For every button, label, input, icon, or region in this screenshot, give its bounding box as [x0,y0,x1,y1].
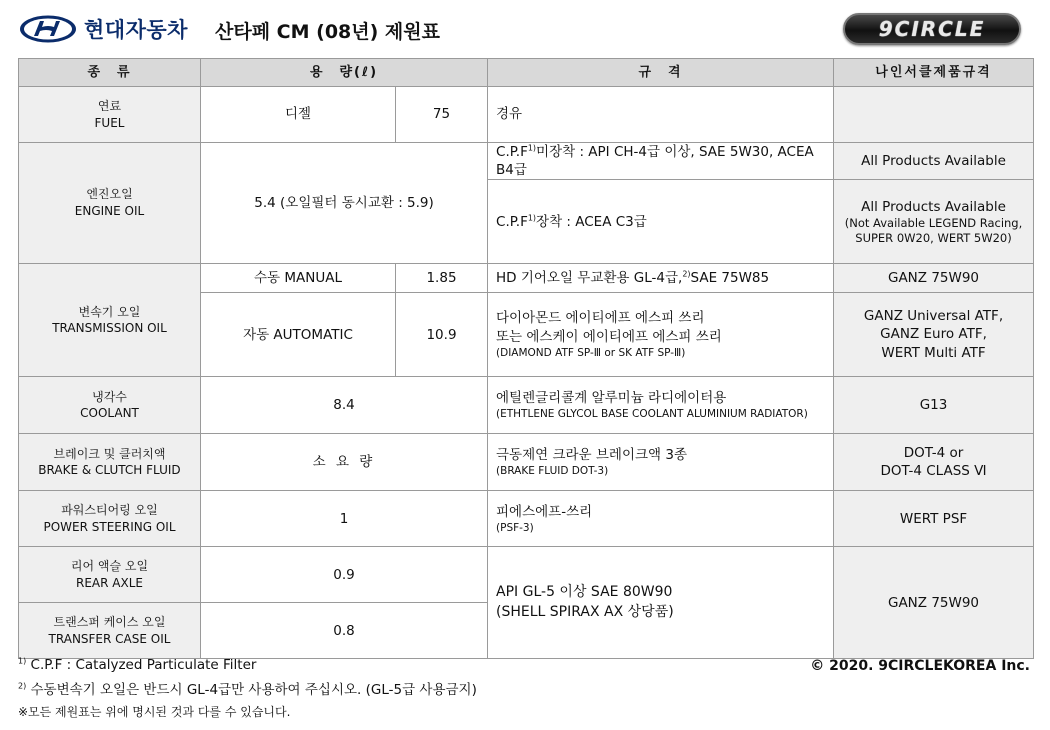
spec-line: 다이아몬드 에이티에프 에스피 쓰리 [496,310,705,327]
kind-en: FUEL [94,115,125,130]
kind-en: COOLANT [80,406,139,421]
product-line: WERT Multi ATF [881,345,986,362]
kind-engine-oil [19,143,201,264]
power-steering-spec [488,491,834,547]
spec-rest: 장착 : ACEA C3급 [536,213,647,230]
footnote-ref: 2) [682,269,691,279]
footnote-2 [18,678,477,698]
spec-prefix: C.P.F [496,213,528,230]
fuel-capacity: 75 [396,87,488,143]
kind-ko: 연료 [97,98,122,113]
brand [18,14,188,44]
table-row [19,264,1034,293]
kind-ko: 트랜스퍼 케이스 오일 [53,615,166,630]
product-line: GANZ Universal ATF, [863,307,1004,324]
spec-line: 피에스에프-쓰리 [496,503,593,520]
brand-name: 현대자동차 [84,18,188,42]
kind-transfer-case [19,603,201,659]
transfer-case-capacity: 0.8 [201,603,488,659]
engine-oil-product-1: All Products Available [834,143,1034,180]
transmission-manual-label: 수동 MANUAL [201,264,396,293]
product-line: GANZ Euro ATF, [880,326,987,343]
spec-rest: 미장착 : API CH-4급 이상, SAE 5W30, ACEA B4급 [496,144,814,179]
header-kind: 종 류 [19,59,201,87]
ninecircle-logo-text: 9CIRCLE [878,17,986,41]
spec-line-en: (BRAKE FLUID DOT-3) [496,465,609,478]
table-row [19,547,1034,603]
spec-prefix: HD 기어오일 무교환용 GL-4급, [496,270,683,287]
power-steering-product: WERT PSF [834,491,1034,547]
table-row [19,491,1034,547]
coolant-spec [488,377,834,434]
footnote-disclaimer: ※모든 제원표는 위에 명시된 것과 다를 수 있습니다. [18,705,291,719]
table-row [19,377,1034,434]
engine-oil-product-2 [834,180,1034,264]
header-spec: 규 격 [488,59,834,87]
brake-product [834,434,1034,491]
copyright: © 2020. 9CIRCLEKOREA Inc. [810,658,1030,674]
engine-oil-capacity: 5.4 (오일필터 동시교환 : 5.9) [201,143,488,264]
spec-line: 에틸렌글리콜계 알루미늄 라디에이터용 [496,390,727,407]
kind-ko: 브레이크 및 클러치액 [53,446,166,461]
transmission-auto-label: 자동 AUTOMATIC [201,293,396,377]
spec-rest: SAE 75W85 [690,270,770,287]
product-note: SUPER 0W20, WERT 5W20) [855,231,1012,246]
transmission-manual-spec [488,264,834,293]
footnote-ref: 1) [527,213,537,223]
kind-en: TRANSFER CASE OIL [48,631,171,646]
fuel-spec: 경유 [488,87,834,143]
kind-en: TRANSMISSION OIL [52,321,167,336]
kind-power-steering [19,491,201,547]
spec-line: 또는 에스케이 에이티에프 에스피 쓰리 [496,329,722,346]
kind-brake [19,434,201,491]
kind-ko: 냉각수 [92,389,127,404]
engine-oil-spec-1 [488,143,834,180]
spec-line: (SHELL SPIRAX AX 상당품) [496,603,674,620]
footnote-1 [18,657,256,673]
footnote-text: C.P.F : Catalyzed Particulate Filter [30,657,257,673]
kind-en: ENGINE OIL [74,204,145,219]
kind-fuel [19,87,201,143]
transmission-auto-product [834,293,1034,377]
ninecircle-logo [843,13,1021,45]
table-row [19,87,1034,143]
page-title: 산타페 CM (08년) 제원표 [215,21,440,43]
transmission-auto-spec [488,293,834,377]
transmission-manual-capacity: 1.85 [396,264,488,293]
kind-rear-axle [19,547,201,603]
hyundai-logo-icon [18,14,78,44]
rear-axle-capacity: 0.9 [201,547,488,603]
transmission-manual-product: GANZ 75W90 [834,264,1034,293]
kind-en: POWER STEERING OIL [43,519,176,534]
product-line: DOT-4 CLASS Ⅵ [880,463,987,480]
product-main: All Products Available [861,198,1006,215]
kind-ko: 파워스티어링 오일 [61,503,158,518]
table-header-row [19,59,1034,87]
page-header [0,0,1050,58]
spec-prefix: C.P.F [496,144,528,160]
kind-transmission [19,264,201,377]
gear-shared-spec [488,547,834,659]
kind-ko: 리어 액슬 오일 [70,559,149,574]
brake-spec [488,434,834,491]
fuel-product [834,87,1034,143]
gear-shared-product: GANZ 75W90 [834,547,1034,659]
spec-line: API GL-5 이상 SAE 80W90 [496,584,673,601]
spec-line: 극동제연 크라운 브레이크액 3종 [496,447,688,464]
product-note: (Not Available LEGEND Racing, [844,216,1023,231]
spec-line-en: (PSF-3) [496,521,534,534]
engine-oil-spec-2 [488,180,834,264]
kind-en: REAR AXLE [76,575,143,590]
coolant-capacity: 8.4 [201,377,488,434]
footnote-text: 수동변속기 오일은 반드시 GL-4급만 사용하여 주십시오. (GL-5급 사용금지) [30,682,477,698]
spec-line-en: (ETHTLENE GLYCOL BASE COOLANT ALUMINIUM RADIATOR) [496,408,808,421]
transmission-auto-capacity: 10.9 [396,293,488,377]
table-row [19,143,1034,180]
kind-ko: 변속기 오일 [78,304,141,319]
header-product: 나인서클제품규격 [834,59,1034,87]
table-row [19,434,1034,491]
power-steering-capacity: 1 [201,491,488,547]
spec-table [18,58,1034,659]
spec-line-en: (DIAMOND ATF SP-Ⅲ or SK ATF SP-Ⅲ) [496,347,686,359]
footnote-ref: 1) [527,143,537,153]
kind-ko: 엔진오일 [86,187,133,202]
kind-en: BRAKE & CLUTCH FLUID [38,463,181,478]
kind-coolant [19,377,201,434]
footnote-marker: 2) [18,681,27,691]
header-capacity: 용 량(ℓ) [201,59,488,87]
brake-capacity: 소 요 량 [201,434,488,491]
coolant-product: G13 [834,377,1034,434]
footnote-marker: 1) [18,656,27,666]
product-line: DOT-4 or [903,444,964,461]
fuel-type: 디젤 [201,87,396,143]
